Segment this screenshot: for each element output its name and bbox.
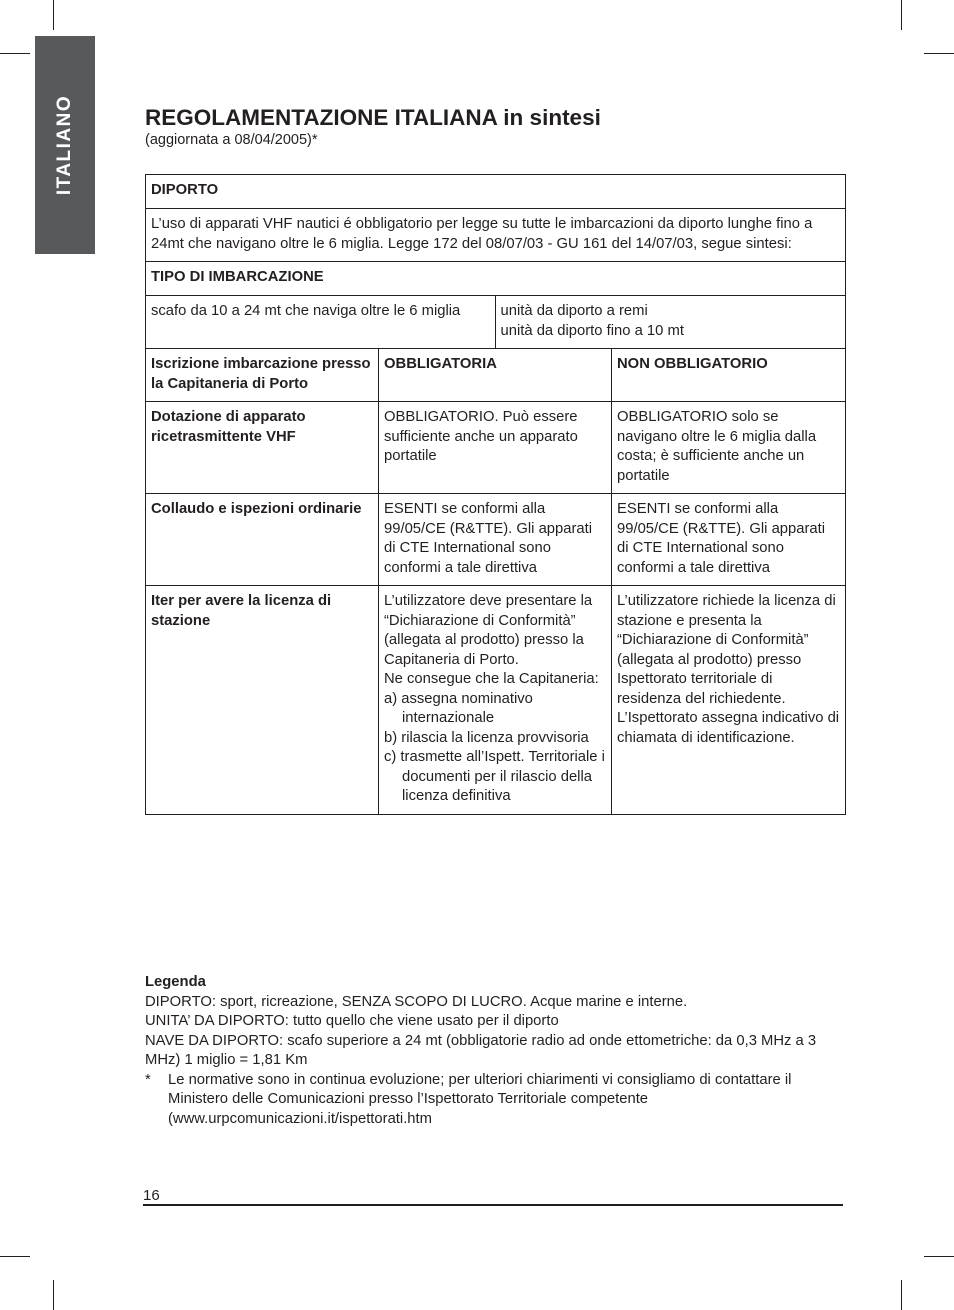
page-title: REGOLAMENTAZIONE ITALIANA in sintesi [145, 105, 601, 130]
row-value-a: OBBLIGATORIA [379, 349, 612, 402]
note-text: Le normative sono in continua evoluzione; per ulteriori chiarimenti vi consigliamo di contattare il Ministero delle Comunicazioni presso l’Ispettorato Territoriale competente (www.urpcomunicazioni.it/ispettorati.htm [168, 1071, 792, 1127]
row-label: Dotazione di apparato ricetrasmittente VHF [146, 402, 379, 494]
row-value-a: ESENTI se conformi alla 99/05/CE (R&TTE). Gli apparati di CTE International sono conformi a tale direttiva [379, 494, 612, 586]
table-row [146, 349, 846, 402]
tipo-subtable [146, 296, 845, 348]
crop-mark [0, 53, 30, 54]
table-row [146, 262, 846, 296]
crop-mark [53, 0, 54, 30]
row-value-a: OBBLIGATORIO. Può essere sufficiente anche un apparato portatile [379, 402, 612, 494]
note-marker: * [145, 1071, 151, 1088]
crop-mark [924, 1256, 954, 1257]
legend-heading: Legenda [145, 974, 206, 990]
iter-intro: L’utilizzatore deve presentare la “Dichiarazione di Conformità” (allegata al prodotto) presso la Capitaneria di Porto. [384, 593, 593, 668]
tipo-a: scafo da 10 a 24 mt che naviga oltre le 6 miglia [146, 296, 495, 348]
row-value-b: ESENTI se conformi alla 99/05/CE (R&TTE). Gli apparati di CTE International sono conformi a tale direttiva [612, 494, 846, 586]
crop-mark [901, 1280, 902, 1310]
regulation-table [145, 174, 846, 815]
iter-step: a) assegna nominativo internazionale [384, 690, 533, 726]
iter-step: b) rilascia la licenza provvisoria [384, 729, 589, 746]
page-number: 16 [143, 1187, 160, 1204]
iter-lead: Ne consegue che la Capitaneria: [384, 671, 599, 687]
row-value-b: OBBLIGATORIO solo se navigano oltre le 6 miglia dalla costa; è sufficiente anche un portatile [612, 402, 846, 494]
legend-note [145, 1071, 845, 1130]
row-label: Iter per avere la licenza di stazione [146, 586, 379, 815]
crop-mark [53, 1280, 54, 1310]
table-row [146, 402, 846, 494]
table-row [146, 494, 846, 586]
footer-rule [143, 1204, 843, 1206]
crop-mark [901, 0, 902, 30]
row-value-b: NON OBBLIGATORIO [612, 349, 846, 402]
language-tab [35, 36, 95, 254]
tipo-cell [146, 296, 846, 349]
row-label: Collaudo e ispezioni ordinarie [146, 494, 379, 586]
iter-step: c) trasmette all’Ispett. Territoriale i documenti per il rilascio della licenza definitiva [384, 749, 605, 804]
page-subtitle: (aggiornata a 08/04/2005)* [145, 132, 318, 148]
legend-line: DIPORTO: sport, ricreazione, SENZA SCOPO DI LUCRO. Acque marine e interne. [145, 993, 688, 1010]
row-value-a [379, 586, 612, 815]
crop-mark [0, 1256, 30, 1257]
table-row [146, 209, 846, 262]
crop-mark [924, 53, 954, 54]
iter-steps [384, 690, 606, 807]
diporto-text: L’uso di apparati VHF nautici é obbligatorio per legge su tutte le imbarcazioni da diporto lunghe fino a 24mt che navigano oltre le 6 miglia. Legge 172 del 08/07/03 - GU 161 del 14/07/03, segue sintesi: [146, 209, 846, 262]
table-row [146, 296, 846, 349]
row-value-b: L’utilizzatore richiede la licenza di stazione e presenta la “Dichiarazione di Conformità” (allegata al prodotto) presso Ispettorato territoriale di residenza del richiedente. L’Ispettorato assegna indicativo di chiamata di identificazione. [612, 586, 846, 815]
table-row [146, 175, 846, 209]
language-tab-label: ITALIANO [54, 94, 75, 196]
row-label: Iscrizione imbarcazione presso la Capitaneria di Porto [146, 349, 379, 402]
tipo-b-line: unità da diporto fino a 10 mt [500, 322, 684, 339]
legend-line: UNITA’ DA DIPORTO: tutto quello che viene usato per il diporto [145, 1013, 559, 1029]
legend [145, 973, 845, 1129]
table-row [146, 586, 846, 815]
diporto-header: DIPORTO [146, 175, 846, 209]
tipo-b-line: unità da diporto a remi [500, 303, 648, 319]
tipo-b [495, 296, 845, 348]
tipo-header: TIPO DI IMBARCAZIONE [146, 262, 846, 296]
legend-line: NAVE DA DIPORTO: scafo superiore a 24 mt (obbligatorie radio ad onde ettometriche: da 0,3 MHz a 3 MHz) 1 miglio = 1,81 Km [145, 1032, 817, 1068]
